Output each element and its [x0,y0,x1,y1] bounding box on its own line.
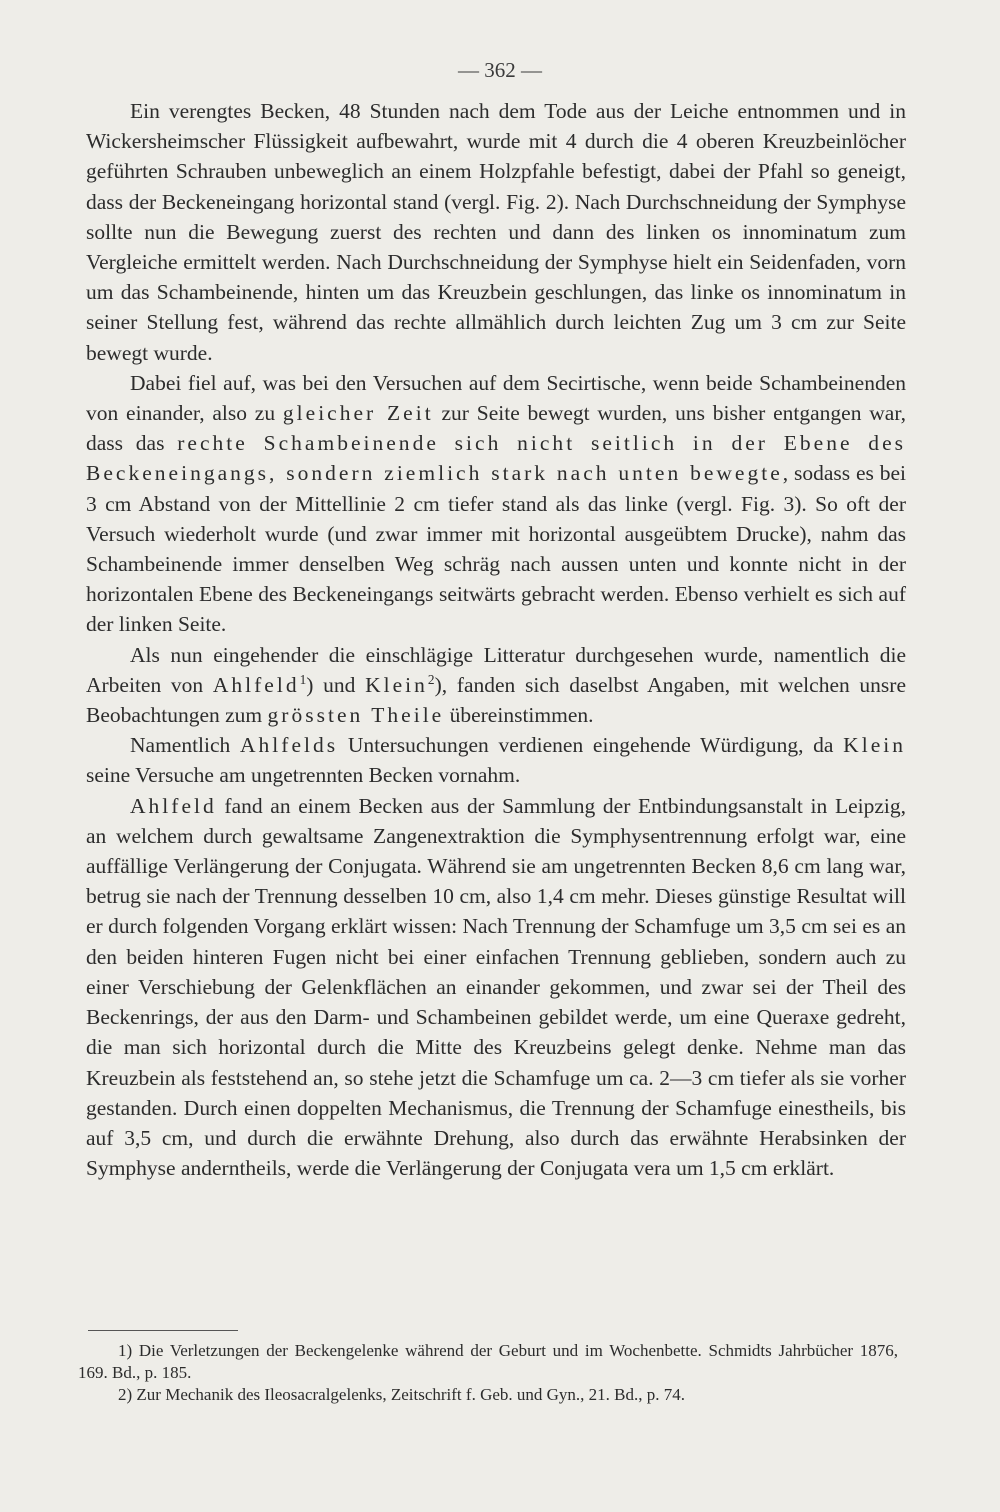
paragraph-text: Dabei fiel auf, was bei den Versuchen auf dem Secirtische, wenn beide Schambeinenden von einander, also zu [86,370,906,426]
author-name: Klein [365,672,428,697]
paragraph-text: übereinstimmen. [444,703,594,728]
footnote [78,1340,898,1384]
paragraph [86,640,906,731]
paragraph [86,791,906,1184]
author-name: Ahlfeld [130,793,217,818]
paragraph-text: Ein verengtes Becken, 48 Stunden nach dem Tode aus der Leiche entnommen und in Wickersheimscher Flüssigkeit aufbewahrt, wurde mit 4 durch die 4 oberen Kreuzbeinlöcher geführten Schrauben unbeweglich an einem Holzpfahle befestigt, dabei der Pfahl so geneigt, dass der Beckeneingang horizontal stand (vergl. Fig. 2). Nach Durchschneidung der Symphyse sollte nun die Bewegung zuerst des rechten und dann des linken os innominatum zum Vergleiche ermittelt werden. Nach Durchschneidung der Symphyse hielt ein Seidenfaden, vorn um das Schambeinende, hinten um das Kreuzbein geschlungen, das linke os innominatum in seiner Stellung fest, während das rechte allmählich durch leichten Zug um 3 cm zur Seite bewegt wurde. [86,99,906,365]
footnote-text: Zur Mechanik des Ileosacralgelenks, Zeitschrift f. Geb. und Gyn., 21. Bd., p. 74. [136,1385,686,1404]
paragraph [86,730,906,790]
footnote-marker: 2) [118,1385,133,1404]
emphasized-text: gleicher Zeit [282,401,434,426]
paragraph-text: Untersuchungen verdienen eingehende Würdigung, da [338,733,844,758]
paragraph-text: ) und [306,672,366,697]
paragraph-text: ), fanden sich daselbst Angaben, mit welchen unsre Beobachtungen zum [86,672,906,728]
footnote-reference[interactable]: 2 [427,671,435,687]
author-name: Klein [843,733,906,758]
page-number: — 362 — [458,58,542,82]
paragraph-text: Als nun eingehender die einschlägige Litteratur durchgesehen wurde, namentlich die Arbeiten von [86,642,906,697]
paragraph [86,96,906,368]
paragraph [86,368,906,640]
body-text [86,96,906,1183]
paragraph-text: Namentlich [130,733,241,758]
footnote-reference[interactable]: 1 [299,671,307,687]
footnote-marker: 1) [118,1341,133,1360]
emphasized-text: grössten Theile [267,703,445,728]
footnotes [78,1340,898,1406]
author-name: Ahlfeld [212,672,300,697]
paragraph-text: , sodass es bei 3 cm Abstand von der Mittellinie 2 cm tiefer stand als das linke (vergl. Fig. 3). So oft der Versuch wiederholt wurde (und zwar immer mit horizontal ausgeübtem Drucke), nahm das Schambeinende immer denselben Weg schräg nach aussen unten und konnte nicht in der horizontalen Ebene des Beckeneingangs seitwärts gebracht werden. Ebenso verhielt es sich auf der linken Seite. [86,461,906,637]
paragraph-text: seine Versuche am ungetrennten Becken vornahm. [86,763,521,788]
footnote-text: Die Verletzungen der Beckengelenke während der Geburt und im Wochenbette. Schmidts Jahrbücher 1876, 169. Bd., p. 185. [78,1341,898,1382]
footnote [78,1384,898,1406]
paragraph-text: zur Seite bewegt wurden, uns bisher entgangen war, dass das [86,401,906,456]
footnote-divider [88,1330,238,1331]
emphasized-text: rechte Schambeinende sich nicht seitlich in der Ebene des Beckeneingangs, sondern ziemlich stark nach unten bewegte [86,431,906,486]
paragraph-text: fand an einem Becken aus der Sammlung der Entbindungsanstalt in Leipzig, an welchem durch gewaltsame Zangenextraktion die Symphysentrennung erfolgt war, eine auffällige Verlängerung der Conjugata. Während sie am ungetrennten Becken 8,6 cm lang war, betrug sie nach der Trennung desselben 10 cm, also 1,4 cm mehr. Dieses günstige Resultat will er durch folgenden Vorgang erklärt wissen: Nach Trennung der Schamfuge um 3,5 cm sei es an den beiden hinteren Fugen nicht bei einer einfachen Trennung geblieben, sondern auch zu einer Verschiebung der Gelenkflächen an einander gekommen, und zwar sei der Theil des Beckenrings, der aus den Darm- und Schambeinen gebildet werde, um eine Queraxe gedreht, die man sich horizontal durch die Mitte des Kreuzbeins gelegt denke. Nehme man das Kreuzbein als feststehend an, so stehe jetzt die Schamfuge um ca. 2—3 cm tiefer als sie vorher gestanden. Durch einen doppelten Mechanismus, die Trennung der Schamfuge einestheils, bis auf 3,5 cm, und durch die erwähnte Drehung, also durch das erwähnte Herabsinken der Symphyse anderntheils, werde die Verlängerung der Conjugata vera um 1,5 cm erklärt. [86,793,906,1181]
author-name: Ahlfelds [240,733,339,758]
